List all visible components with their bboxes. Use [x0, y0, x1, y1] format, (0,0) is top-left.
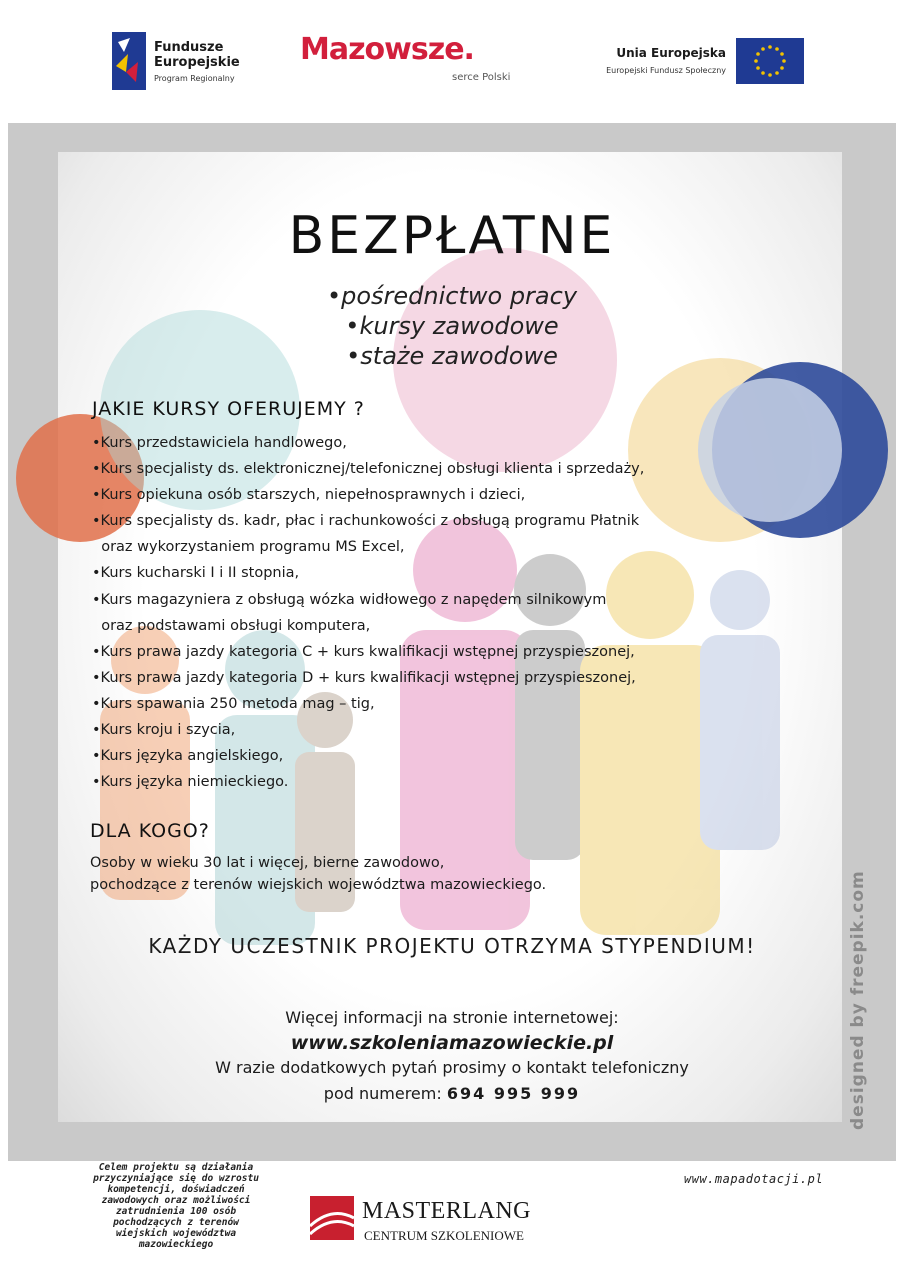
who-text: Osoby w wieku 30 lat i więcej, bierne zawodowo, pochodzące z terenów wiejskich województwa mazowieckiego.: [90, 855, 547, 893]
mazowsze-tagline: serce Polski: [452, 72, 511, 83]
freepik-credit: designed by freepik.com: [848, 870, 868, 1130]
course-item: oraz wykorzystaniem programu MS Excel,: [92, 539, 405, 556]
offer-item: •pośrednictwo pracy: [326, 282, 578, 310]
courses-list: [92, 430, 644, 795]
masterlang-mark-icon: [310, 1196, 354, 1240]
offer-item: •staże zawodowe: [346, 342, 558, 370]
course-item: •Kurs języka niemieckiego.: [92, 774, 289, 791]
course-item: •Kurs kucharski I i II stopnia,: [92, 565, 300, 582]
fe-subtitle: Program Regionalny: [154, 74, 235, 83]
course-item: •Kurs opiekuna osób starszych, niepełnosprawnych i dzieci,: [92, 487, 526, 504]
phone-number: 694 995 999: [446, 1084, 581, 1103]
masterlang-subtitle: CENTRUM SZKOLENIOWE: [364, 1228, 524, 1243]
course-item: oraz podstawami obsługi komputera,: [92, 617, 371, 634]
course-item: •Kurs przedstawiciela handlowego,: [92, 435, 347, 451]
course-item: •Kurs prawa jazdy kategoria C + kurs kwalifikacji wstępnej przyspieszonej,: [92, 643, 635, 660]
offer-item: •kursy zawodowe: [345, 312, 559, 340]
course-item: •Kurs specjalisty ds. kadr, płac i rachunkowości z obsługą programu Płatnik: [92, 513, 640, 530]
ue-subtitle: Europejski Fundusz Społeczny: [606, 66, 726, 75]
info-phone-line: [0, 1084, 904, 1103]
info-line: Więcej informacji na stronie internetowej:: [285, 1008, 619, 1027]
masterlang-logo: [310, 1196, 570, 1246]
course-item: •Kurs magazyniera z obsługą wózka widłowego z napędem silnikowym: [92, 591, 607, 608]
who-heading: DLA KOGO?: [90, 820, 210, 842]
course-item: •Kurs specjalisty ds. elektronicznej/telefonicznej obsługi klienta i sprzedaży,: [92, 461, 645, 478]
website-link[interactable]: www.mapadotacji.pl: [684, 1172, 824, 1186]
ue-title: Unia Europejska: [616, 46, 726, 60]
courses-heading: JAKIE KURSY OFERUJEMY ?: [92, 398, 365, 420]
phone-prefix: pod numerem:: [323, 1084, 442, 1103]
info-contact-line: W razie dodatkowych pytań prosimy o kontakt telefoniczny: [215, 1058, 689, 1077]
poster-title: BEZPŁATNE: [288, 206, 616, 266]
stipend-notice: KAŻDY UCZESTNIK PROJEKTU OTRZYMA STYPENDIUM!: [148, 934, 756, 958]
course-item: •Kurs kroju i szycia,: [92, 722, 236, 739]
mazowsze-wordmark: Mazowsze.: [300, 32, 474, 67]
course-item: •Kurs prawa jazdy kategoria D + kurs kwalifikacji wstępnej przyspieszonej,: [92, 669, 636, 686]
course-item: •Kurs spawania 250 metoda mag – tig,: [92, 695, 375, 712]
info-url-link[interactable]: www.szkoleniamazowieckie.pl: [290, 1032, 614, 1054]
fe-title: Fundusze Europejskie: [154, 40, 240, 70]
course-item: •Kurs języka angielskiego,: [92, 748, 284, 765]
project-goal-text: Celem projektu są działania przyczyniające się do wzrostu kompetencji, doświadczeń zawodowych oraz możliwości zatrudnienia 100 osób pochodzących z terenów wiejskich województwa mazowieckiego: [93, 1162, 259, 1250]
masterlang-name: MASTERLANG: [362, 1198, 532, 1224]
